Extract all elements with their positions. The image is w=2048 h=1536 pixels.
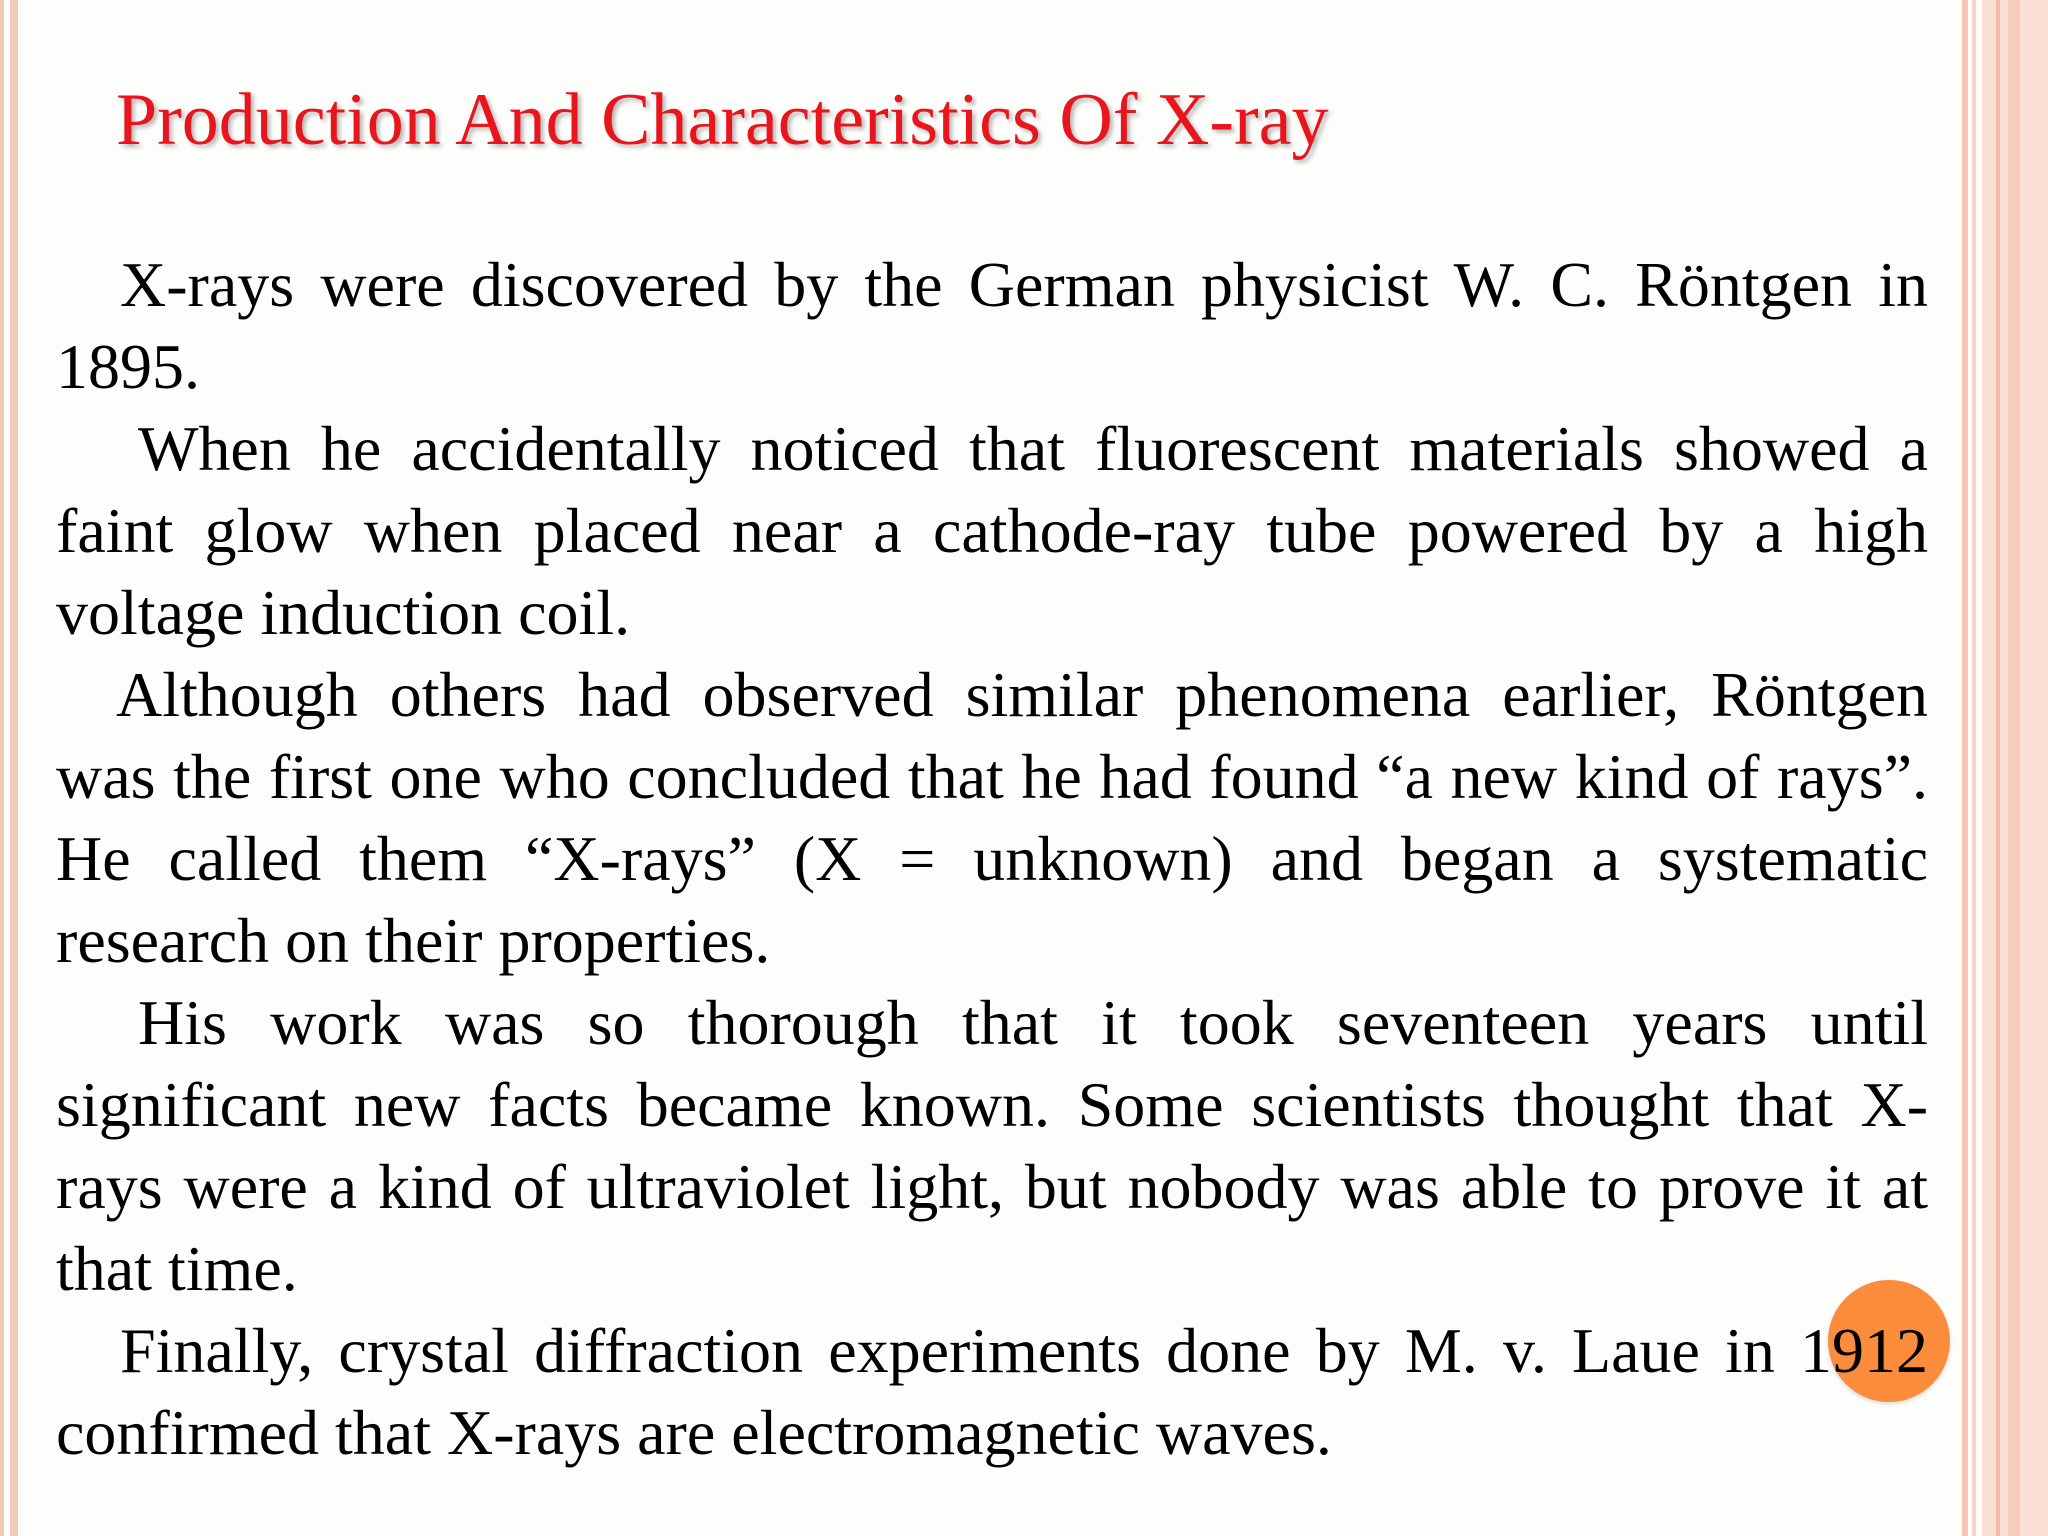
paragraph: Although others had observed similar phenomena earlier, Röntgen was the first one who concluded that he had found “a new kind of rays”. He called them “X-rays” (X = unknown) and began a systematic research on their properties.: [56, 659, 1928, 976]
paragraph: X-rays were discovered by the German physicist W. C. Röntgen in 1895.: [56, 249, 1928, 402]
paragraph: His work was so thorough that it took seventeen years until significant new facts became known. Some scientists thought that X-rays were a kind of ultraviolet light, but nobody was able to prove it at that time.: [56, 987, 1928, 1304]
paragraph: When he accidentally noticed that fluorescent materials showed a faint glow when placed near a cathode-ray tube powered by a high voltage induction coil.: [56, 413, 1928, 648]
right-border-stripe: [1996, 0, 2000, 1536]
right-border-stripe: [2008, 0, 2020, 1536]
right-border-stripe: [1972, 0, 1976, 1536]
paragraph: Finally, crystal diffraction experiments done by M. v. Laue in 1912 confirmed that X-rays are electromagnetic waves.: [56, 1315, 1928, 1468]
slide-title: Production And Characteristics Of X-ray: [116, 79, 1329, 161]
right-border-stripe: [1962, 0, 1968, 1536]
left-border-stripe: [0, 0, 4, 1536]
left-border-stripe: [10, 0, 18, 1536]
slide-body: [56, 244, 1928, 1474]
